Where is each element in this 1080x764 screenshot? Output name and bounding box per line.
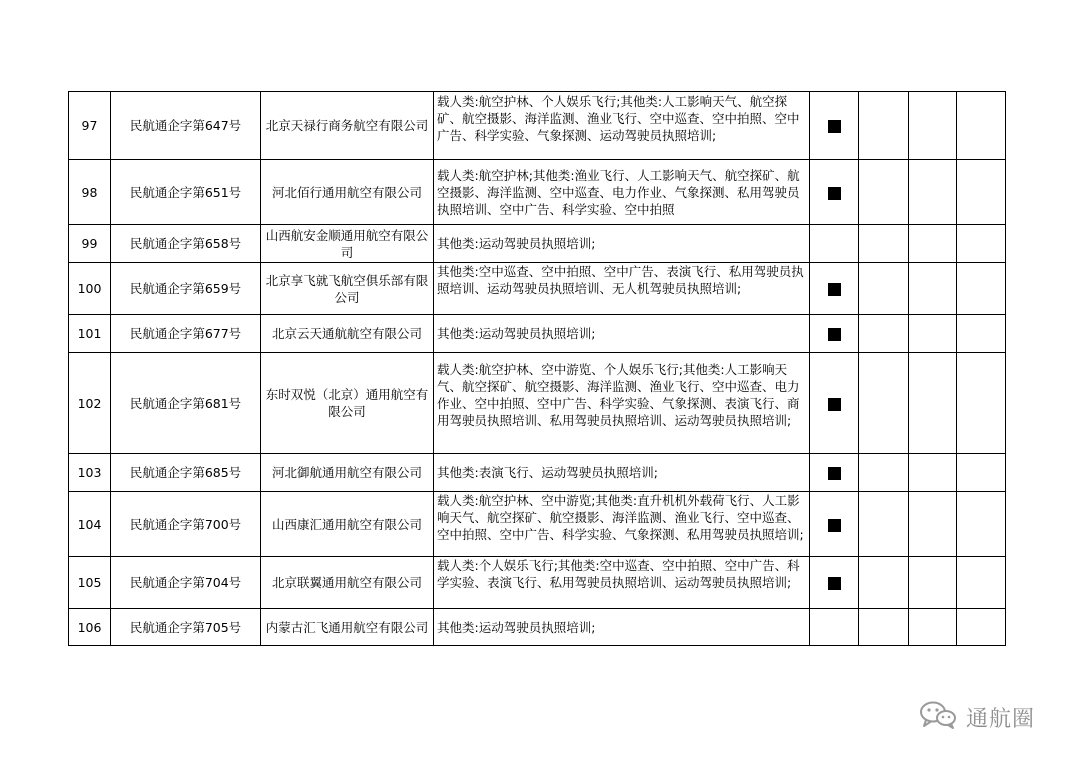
business-scope: 其他类:空中巡查、空中拍照、空中广告、表演飞行、私用驾驶员执照培训、运动驾驶员执照培训、无人机驾驶员执照培训; [437,264,804,296]
business-scope: 载人类:航空护林、空中游览、个人娱乐飞行;其他类:人工影响天气、航空探矿、航空摄影、海洋监测、渔业飞行、空中巡查、电力作业、空中拍照、空中广告、科学实验、气象探测、表演飞行、商用驾驶员执照培训、私用驾驶员执照培训、运动驾驶员执照培训; [437,361,800,428]
status-mark-cell [810,160,859,225]
empty-cell [909,492,957,557]
table-row [69,353,1006,454]
business-scope-cell [434,92,810,160]
table-row [69,315,1006,353]
company-name-cell [261,492,434,557]
business-scope: 其他类:运动驾驶员执照培训; [437,326,596,341]
company-name-cell [261,315,434,353]
row-number: 102 [69,353,111,454]
status-mark-cell [810,557,859,609]
business-scope-cell [434,454,810,492]
empty-cell [859,92,909,160]
business-scope: 载人类:航空护林、空中游览;其他类:直升机机外载荷飞行、人工影响天气、航空探矿、航空摄影、海洋监测、渔业飞行、空中巡查、空中拍照、空中广告、科学实验、气象探测、私用驾驶员执照培训; [437,493,804,542]
empty-cell [909,92,957,160]
license-number: 民航通企字第658号 [111,225,261,263]
row-number: 98 [69,160,111,225]
empty-cell [859,609,909,646]
business-scope: 其他类:运动驾驶员执照培训; [437,619,596,635]
license-number: 民航通企字第681号 [111,353,261,454]
table-row [69,160,1006,225]
empty-cell [909,160,957,225]
business-scope-cell [434,557,810,609]
row-number: 106 [69,609,111,646]
license-number: 民航通企字第647号 [111,92,261,160]
row-number: 101 [69,315,111,353]
status-mark-cell [810,492,859,557]
empty-cell [957,263,1006,315]
empty-cell [957,609,1006,646]
business-scope: 载人类:个人娱乐飞行;其他类:空中巡查、空中拍照、空中广告、科学实验、表演飞行、私用驾驶员执照培训、运动驾驶员执照培训; [437,558,800,590]
empty-cell [909,557,957,609]
empty-cell [957,315,1006,353]
table-row [69,557,1006,609]
table-row [69,492,1006,557]
business-scope-cell [434,263,810,315]
company-name-cell [261,160,434,225]
filled-square-icon [828,519,841,532]
empty-cell [957,454,1006,492]
empty-cell [859,225,909,263]
table-row [69,454,1006,492]
status-mark-cell [810,225,859,263]
filled-square-icon [828,467,841,480]
license-number: 民航通企字第700号 [111,492,261,557]
company-name-cell [261,557,434,609]
company-name-cell [261,454,434,492]
business-scope-cell [434,492,810,557]
company-name: 山西航安金顺通用航空有限公司 [265,227,429,260]
company-name: 河北佰行通用航空有限公司 [271,184,422,200]
business-scope-cell [434,353,810,454]
filled-square-icon [828,328,841,341]
empty-cell [859,263,909,315]
empty-cell [859,492,909,557]
company-name-cell [261,225,434,263]
table-row [69,225,1006,263]
watermark-text: 通航圈 [966,706,1036,732]
empty-cell [859,160,909,225]
watermark [918,700,1035,734]
empty-cell [957,225,1006,263]
status-mark-cell [810,263,859,315]
empty-cell [909,454,957,492]
license-number: 民航通企字第659号 [111,263,261,315]
business-scope-cell [434,315,810,353]
table-row [69,609,1006,646]
status-mark-cell [810,92,859,160]
row-number: 100 [69,263,111,315]
company-name: 北京享飞就飞航空俱乐部有限公司 [265,272,429,305]
empty-cell [909,225,957,263]
company-name: 河北御航通用航空有限公司 [271,465,422,480]
filled-square-icon [828,577,841,590]
empty-cell [909,263,957,315]
row-number: 103 [69,454,111,492]
empty-cell [859,557,909,609]
company-name-cell [261,263,434,315]
company-name: 北京云天通航航空有限公司 [271,326,422,341]
license-number: 民航通企字第677号 [111,315,261,353]
table-row [69,92,1006,160]
status-mark-cell [810,353,859,454]
empty-cell [859,454,909,492]
filled-square-icon [828,120,841,133]
status-mark-cell [810,315,859,353]
filled-square-icon [828,398,841,411]
company-name-cell [261,353,434,454]
row-number: 97 [69,92,111,160]
empty-cell [957,492,1006,557]
company-name: 内蒙古汇飞通用航空有限公司 [265,619,429,635]
empty-cell [859,353,909,454]
company-name: 东时双悦（北京）通用航空有限公司 [265,387,429,419]
empty-cell [957,353,1006,454]
empty-cell [957,557,1006,609]
business-scope: 其他类:表演飞行、运动驾驶员执照培训; [437,465,658,480]
empty-cell [957,160,1006,225]
wechat-icon [918,700,958,734]
business-scope-cell [434,225,810,263]
business-scope: 其他类:运动驾驶员执照培训; [437,236,596,251]
table-body [69,92,1006,646]
empty-cell [957,92,1006,160]
table-row [69,263,1006,315]
company-name-cell [261,609,434,646]
license-number: 民航通企字第651号 [111,160,261,225]
status-mark-cell [810,454,859,492]
business-scope: 载人类:航空护林、个人娱乐飞行;其他类:人工影响天气、航空探矿、航空摄影、海洋监测、渔业飞行、空中巡查、空中拍照、空中广告、科学实验、气象探测、运动驾驶员执照培训; [437,93,800,143]
business-scope: 载人类:航空护林;其他类:渔业飞行、人工影响天气、航空探矿、航空摄影、海洋监测、空中巡查、电力作业、气象探测、私用驾驶员执照培训、空中广告、科学实验、空中拍照 [437,167,800,217]
company-name: 北京联翼通用航空有限公司 [271,575,422,590]
empty-cell [909,609,957,646]
company-name-cell [261,92,434,160]
business-scope-cell [434,609,810,646]
filled-square-icon [828,283,841,296]
registry-table [68,91,1006,646]
row-number: 104 [69,492,111,557]
empty-cell [909,315,957,353]
business-scope-cell [434,160,810,225]
license-number: 民航通企字第704号 [111,557,261,609]
filled-square-icon [828,187,841,200]
license-number: 民航通企字第685号 [111,454,261,492]
status-mark-cell [810,609,859,646]
company-name: 山西康汇通用航空有限公司 [271,516,422,532]
row-number: 99 [69,225,111,263]
company-name: 北京天禄行商务航空有限公司 [265,118,429,133]
empty-cell [859,315,909,353]
row-number: 105 [69,557,111,609]
empty-cell [909,353,957,454]
license-number: 民航通企字第705号 [111,609,261,646]
